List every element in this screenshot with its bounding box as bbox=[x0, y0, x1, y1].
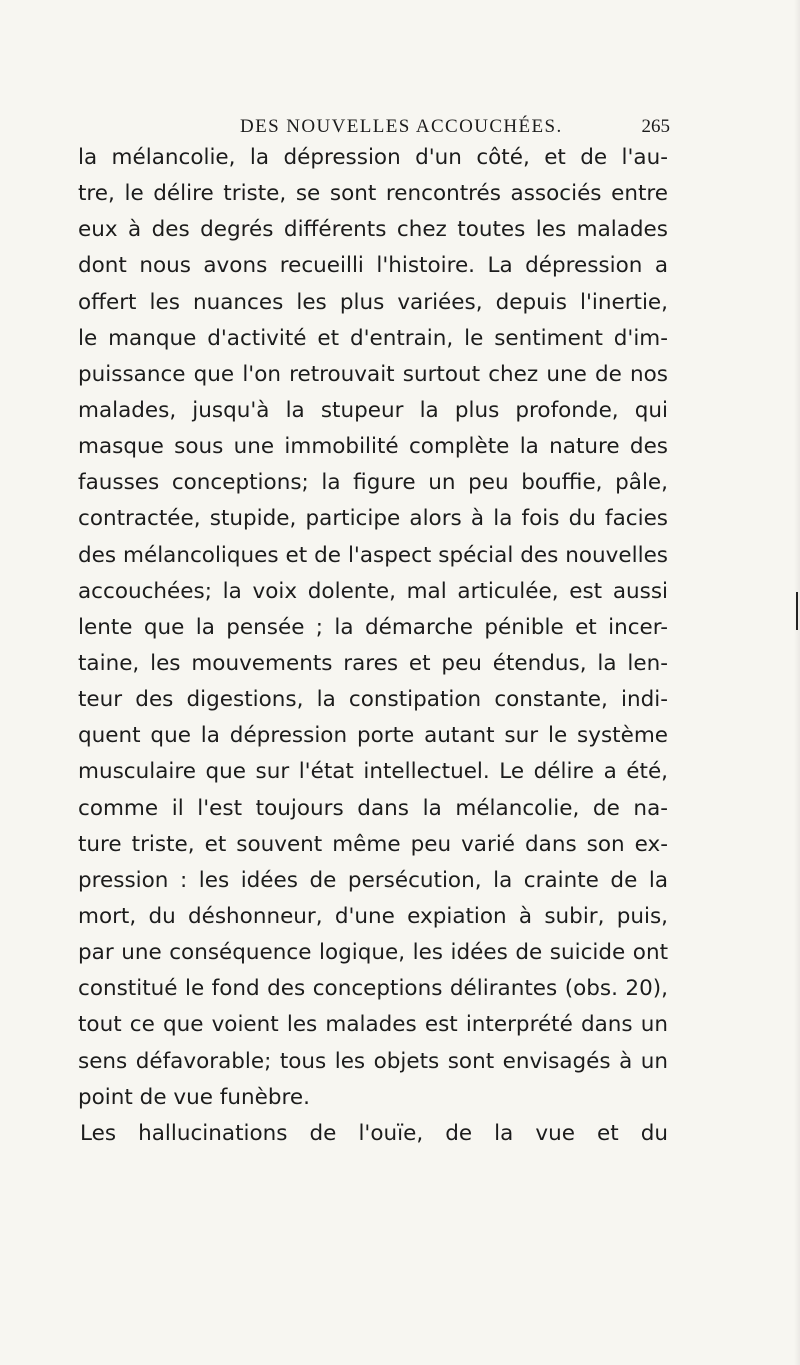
text-line: accouchées; la voix dolente, mal articulée, est aussi bbox=[78, 578, 668, 604]
text-line: mort, du déshonneur, d'une expiation à subir, puis, bbox=[78, 903, 668, 929]
text-line: sens défavorable; tous les objets sont envisagés à un bbox=[78, 1048, 668, 1074]
text-line: quent que la dépression porte autant sur le système bbox=[78, 723, 668, 749]
text-line: masque sous une immobilité complète la nature des bbox=[78, 434, 668, 460]
header-title: DES NOUVELLES ACCOUCHÉES. bbox=[240, 116, 563, 137]
text-line: Les hallucinations de l'ouïe, de la vue et du bbox=[80, 1120, 668, 1146]
text-line: pression : les idées de persécution, la crainte de la bbox=[78, 867, 668, 893]
body-text bbox=[78, 140, 668, 1152]
text-line: taine, les mouvements rares et peu étendus, la len- bbox=[78, 650, 668, 676]
text-line: offert les nuances les plus variées, depuis l'inertie, bbox=[78, 289, 668, 315]
text-line: teur des digestions, la constipation constante, indi- bbox=[78, 687, 668, 713]
text-line: ture triste, et souvent même peu varié dans son ex- bbox=[78, 831, 668, 857]
text-line: musculaire que sur l'état intellectuel. Le délire a été, bbox=[78, 759, 668, 785]
text-line: dont nous avons recueilli l'histoire. La dépression a bbox=[78, 253, 668, 279]
text-line: la mélancolie, la dépression d'un côté, et de l'au- bbox=[78, 145, 668, 170]
page-number: 265 bbox=[641, 116, 670, 137]
text-line: contractée, stupide, participe alors à la fois du facies bbox=[78, 506, 668, 532]
text-line: puissance que l'on retrouvait surtout chez une de nos bbox=[78, 361, 668, 387]
text-line: eux à des degrés différents chez toutes les malades bbox=[78, 217, 668, 243]
text-line: comme il l'est toujours dans la mélancolie, de na- bbox=[78, 795, 668, 821]
text-line: tre, le délire triste, se sont rencontrés associés entre bbox=[78, 181, 668, 207]
text-line: par une conséquence logique, les idées de suicide ont bbox=[78, 940, 668, 966]
text-line: point de vue funèbre. bbox=[78, 1084, 310, 1110]
page-edge-mark bbox=[796, 592, 798, 630]
page-edge-shadow bbox=[794, 0, 800, 1365]
running-header bbox=[90, 116, 670, 140]
text-line: constitué le fond des conceptions délirantes (obs. 20), bbox=[78, 976, 668, 1002]
text-line: des mélancoliques et de l'aspect spécial des nouvelles bbox=[78, 542, 668, 568]
text-line: tout ce que voient les malades est interprété dans un bbox=[78, 1012, 668, 1038]
text-line: malades, jusqu'à la stupeur la plus profonde, qui bbox=[78, 397, 668, 423]
text-line: fausses conceptions; la figure un peu bouffie, pâle, bbox=[78, 470, 668, 496]
text-line: le manque d'activité et d'entrain, le sentiment d'im- bbox=[78, 325, 668, 351]
text-line: lente que la pensée ; la démarche pénible et incer- bbox=[78, 614, 668, 640]
